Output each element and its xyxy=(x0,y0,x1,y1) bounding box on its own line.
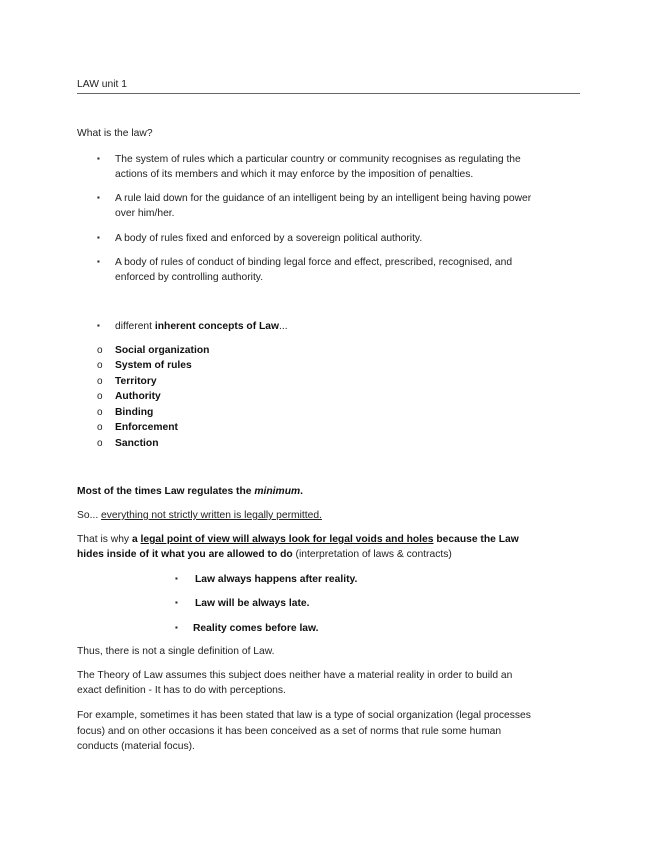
bullet-marker: ▪ xyxy=(97,154,100,163)
concept-item: Authority xyxy=(115,391,161,402)
why-statement: That is why a legal point of view will always look for legal voids and holes because the Law hides inside of it what you are allowed to do (interpretation of laws & contracts) xyxy=(77,534,519,560)
bullet-marker: ▪ xyxy=(97,193,100,202)
definition-item: The system of rules which a particular country or community recognises as regulating the actions of its members and which it may enforce by the imposition of penalties. xyxy=(115,154,521,180)
section-question: What is the law? xyxy=(77,128,153,139)
page-header-title: LAW unit 1 xyxy=(77,79,127,90)
bullet-marker: ▪ xyxy=(175,574,178,583)
reality-item: Law always happens after reality. xyxy=(195,574,358,585)
reality-item: Law will be always late. xyxy=(195,598,310,609)
minimum-statement: Most of the times Law regulates the minimum. xyxy=(77,486,304,497)
concept-item: Sanction xyxy=(115,438,159,449)
circle-marker: o xyxy=(97,345,103,356)
circle-marker: o xyxy=(97,391,103,402)
bullet-marker: ▪ xyxy=(97,257,100,266)
bullet-marker: ▪ xyxy=(97,321,100,330)
concept-item: Social organization xyxy=(115,345,210,356)
bullet-marker: ▪ xyxy=(175,623,178,632)
header-divider xyxy=(77,93,580,94)
circle-marker: o xyxy=(97,360,103,371)
circle-marker: o xyxy=(97,407,103,418)
circle-marker: o xyxy=(97,438,103,449)
concept-item: Enforcement xyxy=(115,422,178,433)
definition-item: A body of rules of conduct of binding legal force and effect, prescribed, recognised, and enforced by controlling authority. xyxy=(115,257,513,283)
bullet-marker: ▪ xyxy=(175,598,178,607)
bullet-marker: ▪ xyxy=(97,233,100,242)
thus-statement: Thus, there is not a single definition of Law. xyxy=(77,646,275,657)
example-paragraph: For example, sometimes it has been stated that law is a type of social organization (legal processes focus) and on other occasions it has been conceived as a set of norms that rule some human conducts (material focus). xyxy=(77,710,531,752)
circle-marker: o xyxy=(97,422,103,433)
definition-item: A rule laid down for the guidance of an intelligent being by an intelligent being having power over him/her. xyxy=(115,193,532,219)
theory-paragraph: The Theory of Law assumes this subject does neither have a material reality in order to build an exact definition - It has to do with perceptions. xyxy=(77,670,513,696)
circle-marker: o xyxy=(97,376,103,387)
concept-item: Territory xyxy=(115,376,157,387)
definition-item: A body of rules fixed and enforced by a sovereign political authority. xyxy=(115,233,423,244)
concept-item: Binding xyxy=(115,407,154,418)
reality-item: Reality comes before law. xyxy=(193,623,319,634)
concept-item: System of rules xyxy=(115,360,192,371)
concepts-intro: different inherent concepts of Law... xyxy=(115,321,288,332)
so-statement: So... everything not strictly written is legally permitted. xyxy=(77,510,322,521)
